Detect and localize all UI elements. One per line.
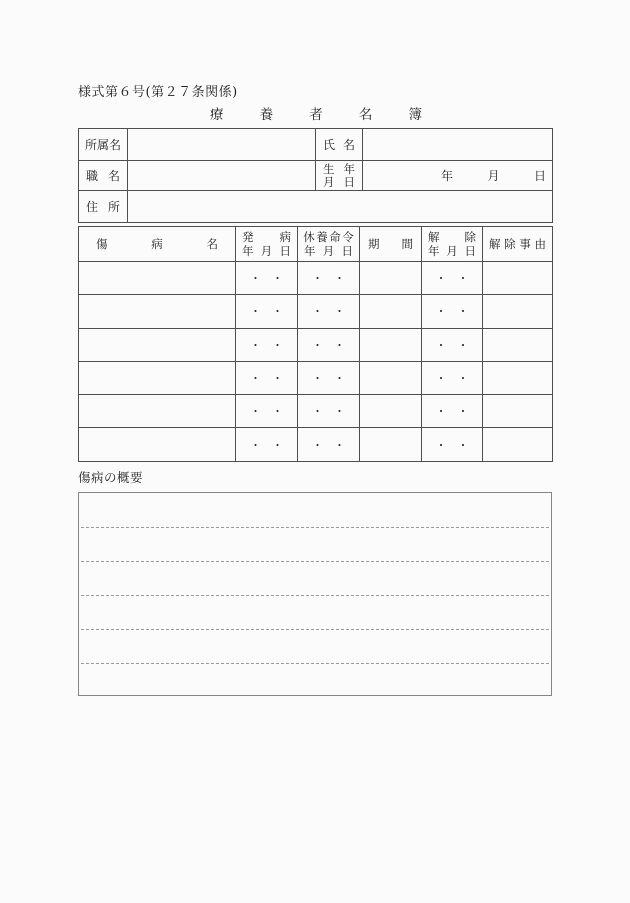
header-onset-line1: 発 病 xyxy=(242,230,291,244)
onset-date-cell: ・ ・ xyxy=(236,295,298,328)
affiliation-value-cell xyxy=(128,129,316,161)
injury-name-cell xyxy=(79,262,236,295)
header-injury-name-text: 傷 病 名 xyxy=(96,237,218,251)
header-release-line1: 解 除 xyxy=(428,230,476,244)
info-row-affiliation xyxy=(79,129,553,161)
onset-date-cell: ・ ・ xyxy=(236,262,298,295)
release-date-cell: ・ ・ xyxy=(422,262,483,295)
birth-date-label-line2: 月 日 xyxy=(323,174,355,189)
release-reason-cell xyxy=(483,295,553,328)
table-row xyxy=(79,262,553,295)
table-header-row xyxy=(79,227,553,262)
period-cell xyxy=(360,395,422,428)
name-value-cell xyxy=(363,129,553,161)
rest-order-date-cell: ・ ・ xyxy=(298,361,360,394)
ruled-line xyxy=(81,663,549,664)
ruled-line xyxy=(81,629,549,630)
release-reason-cell xyxy=(483,395,553,428)
period-cell xyxy=(360,328,422,361)
table-row xyxy=(79,395,553,428)
header-rest-order-date xyxy=(298,227,360,262)
onset-date-cell: ・ ・ xyxy=(236,361,298,394)
ruled-line xyxy=(81,527,549,528)
release-date-cell: ・ ・ xyxy=(422,361,483,394)
release-date-cell: ・ ・ xyxy=(422,395,483,428)
header-onset-date xyxy=(236,227,298,262)
rest-order-date-cell: ・ ・ xyxy=(298,328,360,361)
header-release-reason xyxy=(483,227,553,262)
rest-order-date-cell: ・ ・ xyxy=(298,428,360,461)
table-row xyxy=(79,428,553,461)
injury-name-cell xyxy=(79,395,236,428)
header-release-line2: 年 月 日 xyxy=(428,244,476,258)
job-title-value-cell xyxy=(128,161,316,191)
release-reason-cell xyxy=(483,262,553,295)
injury-name-cell xyxy=(79,295,236,328)
period-cell xyxy=(360,262,422,295)
form-number: 様式第６号(第２７条関係) xyxy=(78,85,238,100)
name-label: 氏 名 xyxy=(316,129,363,161)
table-row xyxy=(79,295,553,328)
header-release-date xyxy=(422,227,483,262)
affiliation-label: 所属名 xyxy=(79,129,128,161)
address-label: 住 所 xyxy=(79,191,128,223)
job-title-label: 職 名 xyxy=(79,161,128,191)
header-release-reason-text: 解 除 事 由 xyxy=(489,237,546,251)
rest-order-date-cell: ・ ・ xyxy=(298,262,360,295)
address-value-cell xyxy=(128,191,553,223)
onset-date-cell: ・ ・ xyxy=(236,395,298,428)
birth-date-label-line1: 生 年 xyxy=(323,161,355,176)
rest-order-date-cell: ・ ・ xyxy=(298,395,360,428)
release-date-cell: ・ ・ xyxy=(422,428,483,461)
birth-date-label xyxy=(316,161,363,191)
injury-name-cell xyxy=(79,428,236,461)
period-cell xyxy=(360,361,422,394)
injury-name-cell xyxy=(79,361,236,394)
release-reason-cell xyxy=(483,428,553,461)
table-row xyxy=(79,361,553,394)
injury-name-cell xyxy=(79,328,236,361)
release-date-cell: ・ ・ xyxy=(422,328,483,361)
header-period-text: 期 間 xyxy=(368,237,413,251)
info-row-address xyxy=(79,191,553,223)
ruled-line xyxy=(81,561,549,562)
ruled-line xyxy=(81,595,549,596)
table-row xyxy=(79,328,553,361)
birth-date-value-cell: 年 月 日 xyxy=(363,161,553,191)
summary-box xyxy=(78,492,552,696)
rest-order-date-cell: ・ ・ xyxy=(298,295,360,328)
period-cell xyxy=(360,295,422,328)
personal-info-table xyxy=(78,128,553,223)
injury-records-table xyxy=(78,226,553,462)
period-cell xyxy=(360,428,422,461)
header-rest-order-line1: 休養命令 xyxy=(303,230,356,244)
header-rest-order-line2: 年 月 日 xyxy=(304,244,353,258)
form-title: 療 養 者 名 簿 xyxy=(210,107,422,123)
header-period xyxy=(360,227,422,262)
header-injury-name xyxy=(79,227,236,262)
release-date-cell: ・ ・ xyxy=(422,295,483,328)
onset-date-cell: ・ ・ xyxy=(236,328,298,361)
summary-label: 傷病の概要 xyxy=(78,470,144,485)
info-row-jobtitle-birthdate xyxy=(79,161,553,191)
onset-date-cell: ・ ・ xyxy=(236,428,298,461)
release-reason-cell xyxy=(483,361,553,394)
header-onset-line2: 年 月 日 xyxy=(242,244,291,258)
release-reason-cell xyxy=(483,328,553,361)
